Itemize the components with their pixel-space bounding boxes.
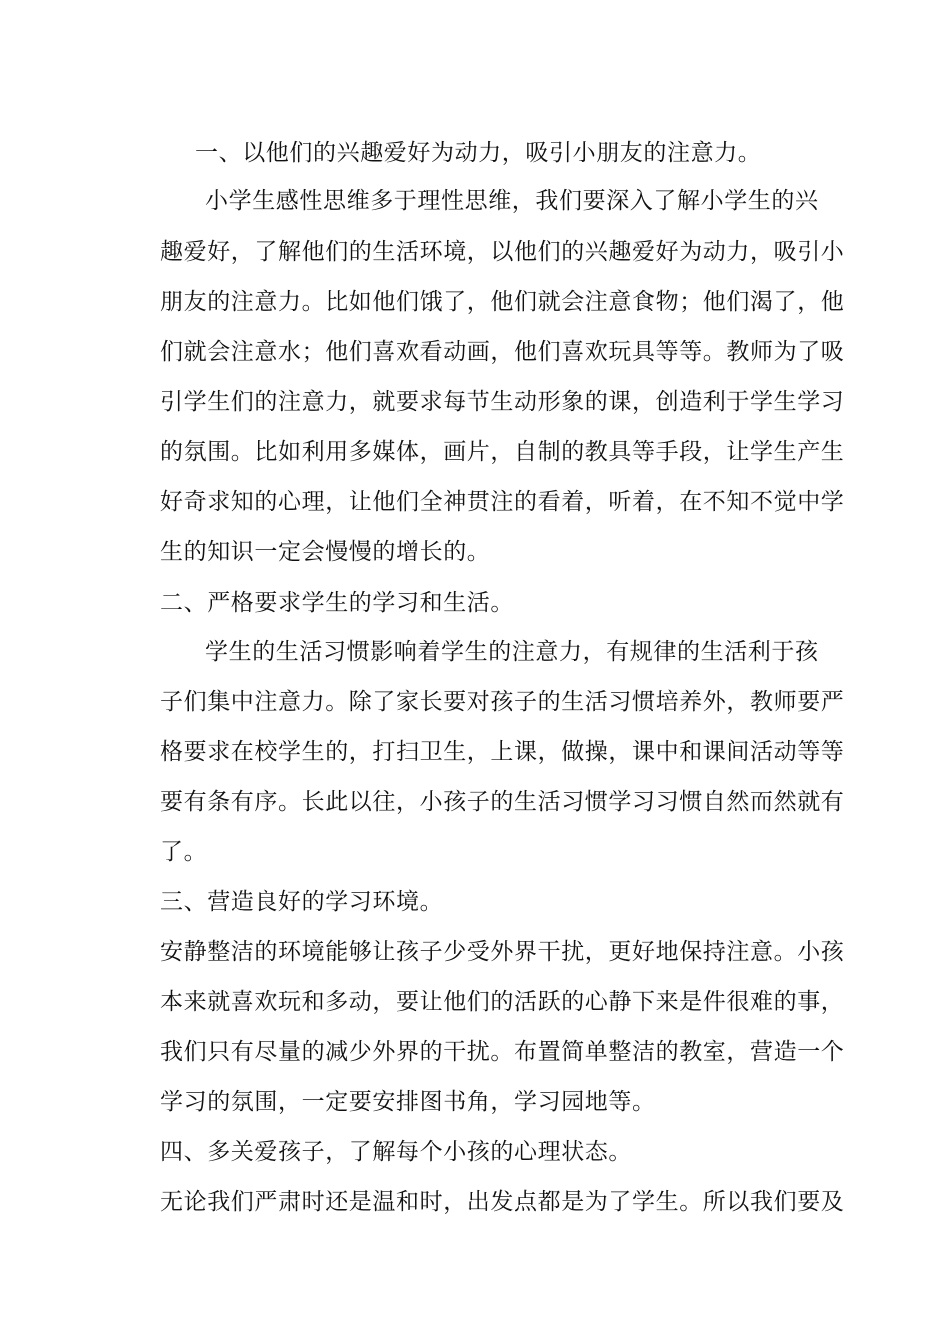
paragraph-line: 趣爱好，了解他们的生活环境，以他们的兴趣爱好为动力，吸引小	[160, 239, 845, 265]
paragraph-line: 学生的生活习惯影响着学生的注意力，有规律的生活利于孩	[205, 639, 819, 665]
heading-4: 四、多关爱孩子，了解每个小孩的心理状态。	[160, 1139, 632, 1165]
paragraph-line: 引学生们的注意力，就要求每节生动形象的课，创造利于学生学习	[160, 389, 845, 415]
paragraph-line: 小学生感性思维多于理性思维，我们要深入了解小学生的兴	[205, 188, 819, 214]
paragraph-line: 生的知识一定会慢慢的增长的。	[160, 539, 491, 565]
paragraph-line: 无论我们严肃时还是温和时，出发点都是为了学生。所以我们要及	[160, 1189, 845, 1215]
heading-2: 二、严格要求学生的学习和生活。	[160, 590, 514, 616]
heading-3: 三、营造良好的学习环境。	[160, 889, 444, 915]
paragraph-line: 了。	[160, 839, 208, 865]
paragraph-line: 我们只有尽量的减少外界的干扰。布置简单整洁的教室，营造一个	[160, 1039, 845, 1065]
paragraph-line: 本来就喜欢玩和多动，要让他们的活跃的心静下来是件很难的事，	[160, 989, 845, 1015]
paragraph-line: 的氛围。比如利用多媒体，画片，自制的教具等手段，让学生产生	[160, 439, 845, 465]
paragraph-line: 安静整洁的环境能够让孩子少受外界干扰，更好地保持注意。小孩	[160, 939, 845, 965]
paragraph-line: 子们集中注意力。除了家长要对孩子的生活习惯培养外，教师要严	[160, 689, 845, 715]
heading-1: 一、以他们的兴趣爱好为动力，吸引小朋友的注意力。	[195, 140, 762, 166]
paragraph-line: 要有条有序。长此以往，小孩子的生活习惯学习习惯自然而然就有	[160, 789, 845, 815]
paragraph-line: 们就会注意水；他们喜欢看动画，他们喜欢玩具等等。教师为了吸	[160, 339, 845, 365]
paragraph-line: 格要求在校学生的，打扫卫生，上课，做操，课中和课间活动等等	[160, 739, 845, 765]
paragraph-line: 朋友的注意力。比如他们饿了，他们就会注意食物；他们渴了，他	[160, 289, 845, 315]
paragraph-line: 好奇求知的心理，让他们全神贯注的看着，听着，在不知不觉中学	[160, 489, 845, 515]
paragraph-line: 学习的氛围，一定要安排图书角，学习园地等。	[160, 1089, 656, 1115]
